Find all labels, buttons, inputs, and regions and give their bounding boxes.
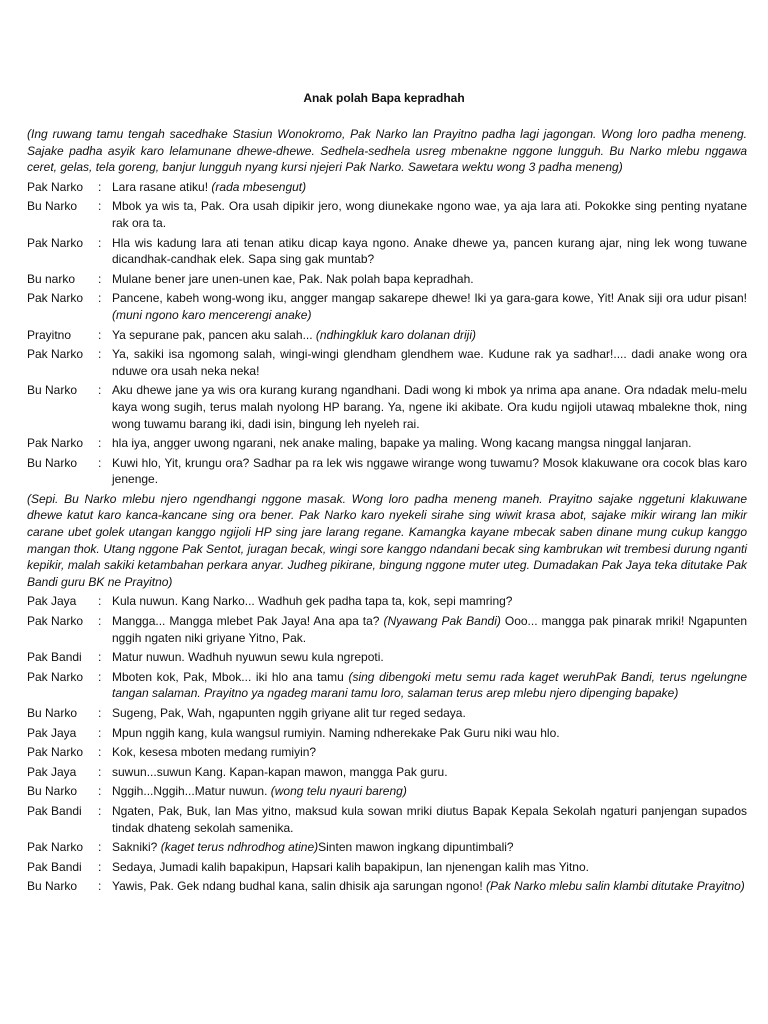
document-title: Anak polah Bapa kepradhah — [303, 91, 465, 105]
dialogue-text — [112, 725, 747, 742]
dialogue-text — [112, 764, 747, 781]
speaker-name: Pak Bandi — [27, 803, 82, 818]
dialogue-text — [112, 382, 747, 432]
speaker-name: Pak Narko — [27, 179, 84, 194]
dialogue-speech: hla iya, angger uwong ngarani, nek anake maling, bapake ya maling. Wong kacang mangsa ninggal lanjaran. — [112, 436, 692, 451]
dialogue-text — [112, 744, 747, 761]
dialogue-speech: Hla wis kadung lara ati tenan atiku dicap kaya ngono. Anake dhewe ya, pancen kurang ajar, ning lek wong tuwane dicandhak-candhak elek. Sapa sing gak muntab? — [112, 235, 747, 267]
dialogue-speech-continued: Sinten mawon ingkang dipuntimbali? — [318, 840, 514, 855]
colon-separator: : — [98, 784, 102, 799]
colon-separator: : — [98, 271, 102, 286]
dialogue-speech: Ya sepurane pak, pancen aku salah... — [112, 327, 316, 342]
dialogue-line — [27, 764, 747, 781]
speaker-name: Pak Jaya — [27, 594, 77, 609]
speaker-name: Prayitno — [27, 327, 72, 342]
dialogue-stage-note: (ndhingkluk karo dolanan driji) — [315, 327, 477, 342]
dialogue-line — [27, 271, 747, 288]
speaker-name: Pak Narko — [27, 291, 84, 306]
dialogue-text — [112, 271, 747, 288]
dialogue-line — [27, 290, 747, 323]
dialogue-text — [112, 435, 747, 452]
dialogue-speech: Mboten kok, Pak, Mbok... iki hlo ana tamu — [112, 669, 349, 684]
colon-separator: : — [98, 764, 102, 779]
dialogue-line — [27, 744, 747, 761]
dialogue-line — [27, 593, 747, 610]
speaker-name: Bu narko — [27, 271, 76, 286]
dialogue-stage-note: (Nyawang Pak Bandi) — [383, 614, 501, 629]
colon-separator: : — [98, 199, 102, 214]
colon-separator: : — [98, 291, 102, 306]
speaker-name: Bu Narko — [27, 879, 78, 894]
dialogue-line — [27, 327, 747, 344]
dialogue-line — [27, 669, 747, 702]
colon-separator: : — [98, 745, 102, 760]
dialogue-speech: Sedaya, Jumadi kalih bapakipun, Hapsari kalih bapakipun, lan njenengan kalih mas Yitno. — [112, 859, 589, 874]
dialogue-speech: Kok, kesesa mboten medang rumiyin? — [112, 745, 317, 760]
dialogue-speech: Sakniki? — [112, 840, 161, 855]
speaker-name: Bu Narko — [27, 199, 78, 214]
script-content — [27, 126, 747, 898]
dialogue-text — [112, 649, 747, 666]
speaker-name: Pak Narko — [27, 347, 84, 362]
dialogue-speech: Sugeng, Pak, Wah, ngapunten nggih griyane alit tur reged sedaya. — [112, 706, 466, 720]
dialogue-line — [27, 783, 747, 800]
speaker-name: Pak Narko — [27, 614, 84, 629]
dialogue-line — [27, 859, 747, 876]
colon-separator: : — [98, 669, 102, 684]
dialogue-speech: Ngaten, Pak, Buk, lan Mas yitno, maksud kula sowan mriki diutus Bapak Kepala Sekolah ngaturi panjengan supados tindak dhateng sekolah samenika. — [112, 803, 747, 835]
speaker-name: Pak Narko — [27, 840, 84, 855]
dialogue-text — [112, 705, 747, 722]
dialogue-stage-note: (Pak Narko mlebu salin klambi ditutake Prayitno) — [486, 879, 745, 894]
dialogue-line — [27, 346, 747, 379]
dialogue-line — [27, 803, 747, 836]
dialogue-speech: Mulane bener jare unen-unen kae, Pak. Nak polah bapa kepradhah. — [112, 271, 474, 286]
speaker-name: Bu Narko — [27, 784, 78, 799]
colon-separator: : — [98, 803, 102, 818]
dialogue-text — [112, 593, 747, 610]
dialogue-stage-note: (wong telu nyauri bareng) — [270, 784, 407, 799]
speaker-name: Pak Narko — [27, 235, 84, 250]
dialogue-stage-note: (rada mbesengut) — [211, 179, 307, 194]
dialogue-text — [112, 803, 747, 836]
dialogue-line — [27, 705, 747, 722]
colon-separator: : — [98, 879, 102, 894]
colon-separator: : — [98, 725, 102, 740]
dialogue-speech-continued: Ooo... mangga pak pinarak mriki! Ngapunten nggih ngaten niki griyane Yitno, Pak. — [112, 614, 747, 645]
colon-separator: : — [98, 383, 102, 398]
dialogue-speech: Mpun nggih kang, kula wangsul rumiyin. Naming ndherekake Pak Guru niki wau hlo. — [112, 725, 560, 740]
speaker-name: Pak Jaya — [27, 764, 77, 779]
dialogue-text — [112, 783, 747, 800]
speaker-name: Pak Jaya — [27, 725, 77, 740]
dialogue-speech: Matur nuwun. Wadhuh nyuwun sewu kula ngrepoti. — [112, 650, 384, 665]
dialogue-text — [112, 455, 747, 488]
colon-separator: : — [98, 594, 102, 609]
dialogue-line — [27, 878, 747, 895]
dialogue-text — [112, 346, 747, 379]
dialogue-line — [27, 235, 747, 268]
colon-separator: : — [98, 436, 102, 451]
dialogue-speech: Nggih...Nggih...Matur nuwun. — [112, 784, 271, 799]
dialogue-text — [112, 669, 747, 702]
colon-separator: : — [98, 327, 102, 342]
colon-separator: : — [98, 235, 102, 250]
colon-separator: : — [98, 179, 102, 194]
speaker-name: Pak Narko — [27, 436, 84, 451]
colon-separator: : — [98, 347, 102, 362]
dialogue-speech: Kula nuwun. Kang Narko... Wadhuh gek padha tapa ta, kok, sepi mamring? — [112, 594, 513, 609]
dialogue-speech: suwun...suwun Kang. Kapan-kapan mawon, mangga Pak guru. — [112, 764, 448, 779]
dialogue-line — [27, 649, 747, 666]
speaker-name: Bu Narko — [27, 455, 78, 470]
colon-separator: : — [98, 859, 102, 874]
dialogue-speech: Pancene, kabeh wong-wong iku, angger mangap sakarepe dhewe! Iki ya gara-gara kowe, Yit! Anak siji ora udur pisan! — [112, 291, 747, 306]
dialogue-line — [27, 455, 747, 488]
dialogue-line — [27, 435, 747, 452]
dialogue-speech: Lara rasane atiku! — [112, 179, 212, 194]
dialogue-text — [112, 235, 747, 268]
colon-separator: : — [98, 706, 102, 720]
colon-separator: : — [98, 614, 102, 629]
speaker-name: Pak Narko — [27, 745, 84, 760]
dialogue-stage-note: (sing dibengoki metu semu rada kaget weruhPak Bandi, terus ngelungne tangan salaman. Prayitno ya ngadeg marani tamu loro, salaman terus arep mlebu njero dipenging bapake) — [112, 669, 747, 701]
dialogue-line — [27, 839, 747, 856]
dialogue-line — [27, 382, 747, 432]
dialogue-line — [27, 198, 747, 231]
dialogue-text — [112, 613, 747, 646]
colon-separator: : — [98, 455, 102, 470]
dialogue-speech: Ya, sakiki isa ngomong salah, wingi-wingi glendham glendhem wae. Kudune rak ya sadhar!.... dadi anake wong ora nduwe ora usah neka neka! — [112, 347, 747, 378]
speaker-name: Pak Narko — [27, 669, 84, 684]
dialogue-text — [112, 290, 747, 323]
dialogue-speech: Mangga... Mangga mlebet Pak Jaya! Ana apa ta? — [112, 614, 384, 629]
dialogue-text — [112, 839, 747, 856]
speaker-name: Bu Narko — [27, 706, 78, 720]
dialogue-speech: Aku dhewe jane ya wis ora kurang kurang ngandhani. Dadi wong ki mbok ya nrima apa anane. Ora ndadak melu-melu kaya wong sugih, terus malah nyolong HP barang. Ya, ngene iki akibate. Ora kudu ngijoli utawaq mbalekne thok, ning wong tuwamu barang iki, dadi isin, bingung leh nyeleh rai. — [112, 383, 747, 431]
speaker-name: Bu Narko — [27, 383, 78, 398]
dialogue-speech: Yawis, Pak. Gek ndang budhal kana, salin dhisik aja sarungan ngono! — [112, 879, 487, 894]
colon-separator: : — [98, 650, 102, 665]
stage-direction: (Sepi. Bu Narko mlebu njero ngendhangi nggone masak. Wong loro padha meneng maneh. Prayitno sajake nggetuni klakuwane dhewe katut karo kanca-kancane sing ora bener. Pak Narko karo nyekeli sirahe sing wiwit krasa abot, sajake mikir wirang lan mikir carane ubet golek utangan kanggo ngijoli HP sing jare larang regane. Kamangka kayane mbecak saben dinane mung cukup kanggo mangan thok. Utang nggone Pak Sentot, juragan becak, wingi sore kanggo ndandani becak sing kambrukan wit trembesi durung nganti kepikir, malah sakiki ketambahan perkara anyar. Judheg pikirane, bingung nggone muter uteg. Dumadakan Pak Jaya teka ditutake Pak Bandi guru BK ne Prayitno) — [27, 491, 747, 589]
dialogue-speech: Mbok ya wis ta, Pak. Ora usah dipikir jero, wong diunekake ngono wae, ya aja lara ati. Pokokke sing penting nyatane rak ora ta. — [112, 199, 747, 230]
dialogue-stage-note: (muni ngono karo mencerengi anake) — [112, 307, 312, 322]
dialogue-text — [112, 327, 747, 344]
colon-separator: : — [98, 840, 102, 855]
speaker-name: Pak Bandi — [27, 650, 82, 665]
stage-direction: (Ing ruwang tamu tengah sacedhake Stasiun Wonokromo, Pak Narko lan Prayitno padha lagi jagongan. Wong loro padha meneng. Sajake padha asyik karo lelamunane dhewe-dhewe. Sedhela-sedhela usreg mbenakne nggone lungguh. Bu Narko mlebu nggawa ceret, gelas, tela goreng, banjur lungguh nyang kursi njejeri Pak Narko. Sawetara wektu wong 3 padha meneng) — [27, 127, 747, 175]
dialogue-text — [112, 878, 747, 895]
dialogue-line — [27, 179, 747, 196]
dialogue-speech: Kuwi hlo, Yit, krungu ora? Sadhar pa ra lek wis nggawe wirange wong tuwamu? Mosok klakuwane ora cocok blas karo jenenge. — [112, 455, 747, 487]
dialogue-line — [27, 725, 747, 742]
dialogue-text — [112, 198, 747, 231]
speaker-name: Pak Bandi — [27, 859, 82, 874]
dialogue-text — [112, 179, 747, 196]
dialogue-stage-note: (kaget terus ndhrodhog atine) — [160, 840, 319, 855]
dialogue-line — [27, 613, 747, 646]
dialogue-text — [112, 859, 747, 876]
